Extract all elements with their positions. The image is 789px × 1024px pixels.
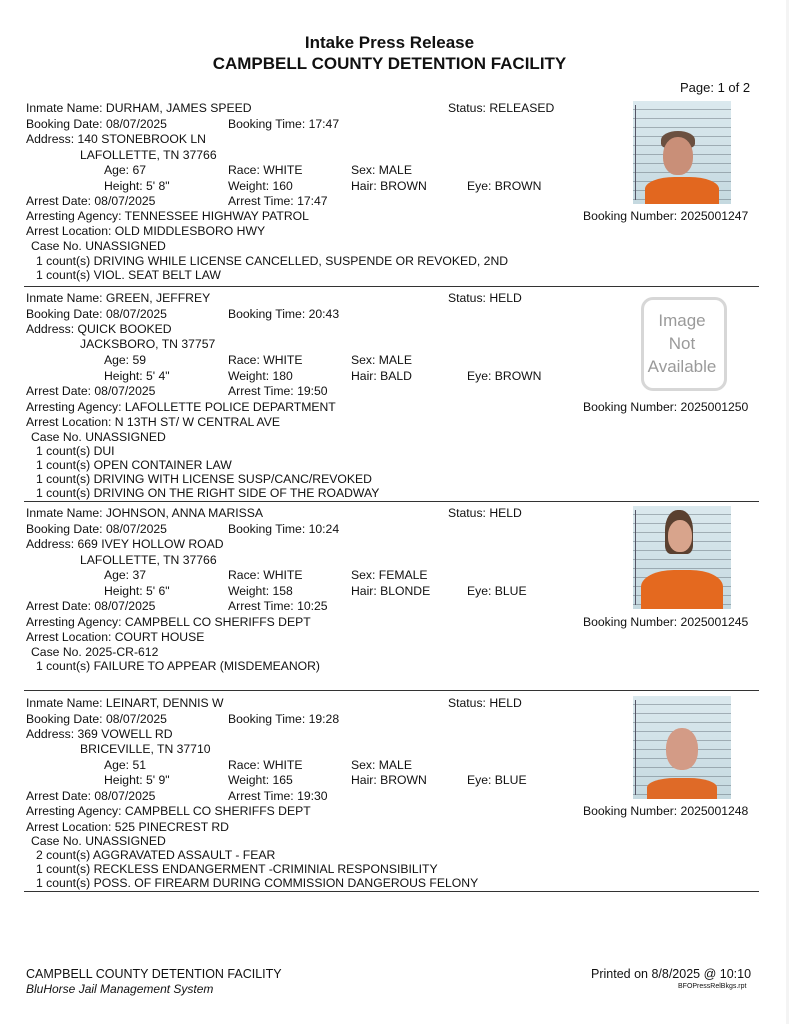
arresting-agency: Arresting Agency: CAMPBELL CO SHERIFFS DEPT [26, 615, 311, 629]
booking-number: Booking Number: 2025001250 [583, 400, 749, 414]
inmate-name: Inmate Name: JOHNSON, ANNA MARISSA [26, 506, 264, 520]
arrest-location: Arrest Location: COURT HOUSE [26, 630, 205, 644]
record-divider [24, 501, 759, 502]
inmate-name: Inmate Name: LEINART, DENNIS W [26, 696, 224, 710]
weight: Weight: 180 [228, 369, 293, 383]
record-divider [24, 891, 759, 892]
arresting-agency: Arresting Agency: LAFOLLETTE POLICE DEPARTMENT [26, 400, 336, 414]
age: Age: 67 [104, 163, 147, 177]
arrest-location: Arrest Location: N 13TH ST/ W CENTRAL AVE [26, 415, 280, 429]
booking-time: Booking Time: 10:24 [228, 522, 340, 536]
arrest-time: Arrest Time: 10:25 [228, 599, 328, 613]
eye: Eye: BLUE [467, 584, 527, 598]
arrest-date: Arrest Date: 08/07/2025 [26, 789, 156, 803]
footer-facility: CAMPBELL COUNTY DETENTION FACILITY [26, 967, 282, 981]
address-line-1: Address: QUICK BOOKED [26, 322, 172, 336]
inmate-status: Status: HELD [448, 696, 522, 710]
charge-line: 2 count(s) AGGRAVATED ASSAULT - FEAR [36, 848, 276, 862]
inmate-record [0, 291, 789, 501]
mugshot-photo [633, 506, 731, 609]
report-filename: BFOPressRelBkgs.rpt [678, 983, 747, 990]
address-line-2: JACKSBORO, TN 37757 [80, 337, 216, 351]
arrest-time: Arrest Time: 19:50 [228, 384, 328, 398]
address-line-2: LAFOLLETTE, TN 37766 [80, 553, 217, 567]
height: Height: 5' 6" [104, 584, 170, 598]
weight: Weight: 158 [228, 584, 293, 598]
age: Age: 51 [104, 758, 147, 772]
sex: Sex: FEMALE [351, 568, 428, 582]
arrest-location: Arrest Location: OLD MIDDLESBORO HWY [26, 224, 266, 238]
charge-line: 1 count(s) POSS. OF FIREARM DURING COMMISSION DANGEROUS FELONY [36, 876, 479, 890]
charge-line: 1 count(s) FAILURE TO APPEAR (MISDEMEANOR) [36, 659, 320, 673]
eye: Eye: BLUE [467, 773, 527, 787]
arrest-date: Arrest Date: 08/07/2025 [26, 599, 156, 613]
inmate-status: Status: RELEASED [448, 101, 555, 115]
booking-date: Booking Date: 08/07/2025 [26, 307, 167, 321]
height: Height: 5' 9" [104, 773, 170, 787]
eye: Eye: BROWN [467, 179, 542, 193]
arrest-time: Arrest Time: 19:30 [228, 789, 328, 803]
inmate-status: Status: HELD [448, 506, 522, 520]
booking-time: Booking Time: 17:47 [228, 117, 340, 131]
mugshot-photo [633, 696, 731, 799]
eye: Eye: BROWN [467, 369, 542, 383]
hair: Hair: BLONDE [351, 584, 431, 598]
height: Height: 5' 8" [104, 179, 170, 193]
hair: Hair: BALD [351, 369, 412, 383]
booking-date: Booking Date: 08/07/2025 [26, 117, 167, 131]
arrest-time: Arrest Time: 17:47 [228, 194, 328, 208]
charge-line: 1 count(s) VIOL. SEAT BELT LAW [36, 268, 221, 282]
sex: Sex: MALE [351, 353, 412, 367]
age: Age: 59 [104, 353, 147, 367]
address-line-1: Address: 140 STONEBROOK LN [26, 132, 206, 146]
case-number: Case No. UNASSIGNED [31, 239, 166, 253]
inmate-status: Status: HELD [448, 291, 522, 305]
inmate-name: Inmate Name: GREEN, JEFFREY [26, 291, 211, 305]
booking-date: Booking Date: 08/07/2025 [26, 522, 167, 536]
address-line-2: LAFOLLETTE, TN 37766 [80, 148, 217, 162]
footer-system: BluHorse Jail Management System [26, 982, 214, 996]
weight: Weight: 160 [228, 179, 293, 193]
page-number: Page: 1 of 2 [680, 80, 751, 95]
charge-line: 1 count(s) DRIVING ON THE RIGHT SIDE OF THE ROADWAY [36, 486, 380, 500]
placeholder-text: Available [647, 357, 717, 376]
address-line-1: Address: 369 VOWELL RD [26, 727, 173, 741]
booking-time: Booking Time: 19:28 [228, 712, 340, 726]
inmate-record [0, 101, 789, 286]
booking-time: Booking Time: 20:43 [228, 307, 340, 321]
arrest-date: Arrest Date: 08/07/2025 [26, 384, 156, 398]
booking-date: Booking Date: 08/07/2025 [26, 712, 167, 726]
placeholder-text: Image [658, 311, 706, 330]
race: Race: WHITE [228, 353, 303, 367]
case-number: Case No. 2025-CR-612 [31, 645, 159, 659]
arresting-agency: Arresting Agency: TENNESSEE HIGHWAY PATROL [26, 209, 309, 223]
sex: Sex: MALE [351, 163, 412, 177]
race: Race: WHITE [228, 163, 303, 177]
case-number: Case No. UNASSIGNED [31, 430, 166, 444]
charge-line: 1 count(s) DRIVING WHILE LICENSE CANCELLED, SUSPENDE OR REVOKED, 2ND [36, 254, 509, 268]
arrest-location: Arrest Location: 525 PINECREST RD [26, 820, 229, 834]
charge-line: 1 count(s) OPEN CONTAINER LAW [36, 458, 232, 472]
facility-title: CAMPBELL COUNTY DETENTION FACILITY [212, 54, 567, 73]
printed-timestamp: Printed on 8/8/2025 @ 10:10 [591, 967, 752, 981]
race: Race: WHITE [228, 758, 303, 772]
age: Age: 37 [104, 568, 147, 582]
inmate-record [0, 506, 789, 691]
case-number: Case No. UNASSIGNED [31, 834, 166, 848]
charge-line: 1 count(s) DRIVING WITH LICENSE SUSP/CANC/REVOKED [36, 472, 372, 486]
image-not-available-placeholder [633, 293, 731, 393]
booking-number: Booking Number: 2025001247 [583, 209, 749, 223]
race: Race: WHITE [228, 568, 303, 582]
sex: Sex: MALE [351, 758, 412, 772]
hair: Hair: BROWN [351, 179, 427, 193]
address-line-1: Address: 669 IVEY HOLLOW ROAD [26, 537, 224, 551]
height: Height: 5' 4" [104, 369, 170, 383]
report-title: Intake Press Release [304, 33, 475, 52]
booking-number: Booking Number: 2025001245 [583, 615, 749, 629]
charge-line: 1 count(s) DUI [36, 444, 115, 458]
placeholder-text: Not [668, 334, 696, 353]
address-line-2: BRICEVILLE, TN 37710 [80, 742, 211, 756]
record-divider [24, 690, 759, 691]
mugshot-photo [633, 101, 731, 204]
weight: Weight: 165 [228, 773, 293, 787]
charge-line: 1 count(s) RECKLESS ENDANGERMENT -CRIMINIAL RESPONSIBILITY [36, 862, 438, 876]
record-divider [24, 286, 759, 287]
inmate-record [0, 696, 789, 891]
arresting-agency: Arresting Agency: CAMPBELL CO SHERIFFS DEPT [26, 804, 311, 818]
arrest-date: Arrest Date: 08/07/2025 [26, 194, 156, 208]
booking-number: Booking Number: 2025001248 [583, 804, 749, 818]
hair: Hair: BROWN [351, 773, 427, 787]
inmate-name: Inmate Name: DURHAM, JAMES SPEED [26, 101, 252, 115]
